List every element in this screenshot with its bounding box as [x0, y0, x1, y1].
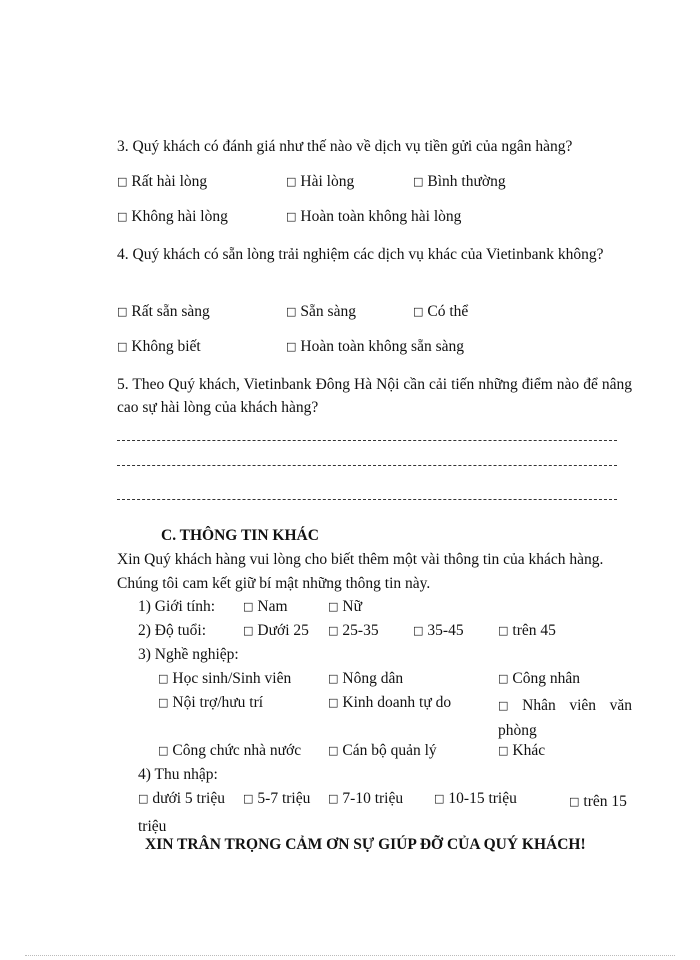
occupation-option-manager[interactable]: □ Cán bộ quản lý — [328, 742, 437, 759]
checkbox-icon[interactable]: □ — [117, 175, 128, 188]
occupation-option-farmer[interactable]: □ Nông dân — [328, 670, 404, 687]
occupation-option-worker[interactable]: □ Công nhân — [498, 670, 580, 687]
checkbox-icon[interactable]: □ — [328, 792, 339, 805]
checkbox-icon[interactable]: □ — [413, 624, 424, 637]
age-label: 2) Độ tuổi: — [138, 622, 207, 639]
occupation-option-homemaker-retired[interactable]: □ Nội trợ/hưu trí — [158, 694, 264, 711]
checkbox-icon[interactable]: □ — [328, 696, 339, 709]
q3-option-very-satisfied[interactable]: □ Rất hài lòng — [117, 173, 208, 190]
checkbox-icon[interactable]: □ — [117, 340, 128, 353]
checkbox-icon[interactable]: □ — [498, 744, 509, 757]
checkbox-icon[interactable]: □ — [158, 696, 169, 709]
section-c-intro-line-2: Chúng tôi cam kết giữ bí mật những thông tin này. — [117, 575, 431, 592]
checkbox-icon[interactable]: □ — [328, 624, 339, 637]
q4-option-very-ready[interactable]: □ Rất sẵn sàng — [117, 303, 210, 320]
occupation-option-other[interactable]: □ Khác — [498, 742, 546, 759]
checkbox-icon[interactable]: □ — [158, 744, 169, 757]
thank-you-message: XIN TRÂN TRỌNG CẢM ƠN SỰ GIÚP ĐỠ CỦA QUÝ KHÁCH! — [145, 836, 586, 853]
checkbox-icon[interactable]: □ — [569, 795, 580, 808]
answer-line-1[interactable] — [117, 440, 617, 441]
occupation-label: 3) Nghề nghiệp: — [138, 646, 239, 663]
question-5-text: 5. Theo Quý khách, Vietinbank Đông Hà Nội cần cải tiến những điểm nào để nâng cao sự hài lòng của khách hàng? — [117, 376, 632, 416]
question-3-text: 3. Quý khách có đánh giá như thế nào về dịch vụ tiền gửi của ngân hàng? — [117, 138, 573, 155]
section-c-title: C. THÔNG TIN KHÁC — [161, 527, 319, 544]
checkbox-icon[interactable]: □ — [117, 210, 128, 223]
checkbox-icon[interactable]: □ — [498, 672, 509, 685]
gender-option-male[interactable]: □ Nam — [243, 598, 288, 615]
occupation-option-student[interactable]: □ Học sinh/Sinh viên — [158, 670, 292, 687]
q3-option-very-unsatisfied[interactable]: □ Hoàn toàn không hài lòng — [286, 208, 462, 225]
income-label: 4) Thu nhập: — [138, 766, 218, 783]
age-option-over-45[interactable]: □ trên 45 — [498, 622, 556, 639]
checkbox-icon[interactable]: □ — [286, 210, 297, 223]
checkbox-icon[interactable]: □ — [328, 744, 339, 757]
checkbox-icon[interactable]: □ — [434, 792, 445, 805]
q4-option-maybe[interactable]: □ Có thể — [413, 303, 469, 320]
q4-option-ready[interactable]: □ Sẵn sàng — [286, 303, 356, 320]
checkbox-icon[interactable]: □ — [286, 340, 297, 353]
q3-option-neutral[interactable]: □ Bình thường — [413, 173, 506, 190]
checkbox-icon[interactable]: □ — [117, 305, 128, 318]
q4-option-not-ready[interactable]: □ Hoàn toàn không sẵn sàng — [286, 338, 464, 355]
checkbox-icon[interactable]: □ — [158, 672, 169, 685]
checkbox-icon[interactable]: □ — [286, 175, 297, 188]
checkbox-icon[interactable]: □ — [413, 305, 424, 318]
gender-option-female[interactable]: □ Nữ — [328, 598, 363, 615]
occupation-option-office-worker[interactable]: □ Nhân viên văn phòng — [498, 697, 632, 739]
checkbox-icon[interactable]: □ — [328, 600, 339, 613]
checkbox-icon[interactable]: □ — [498, 624, 509, 637]
income-option-10-15m[interactable]: □ 10-15 triệu — [434, 790, 517, 807]
checkbox-icon[interactable]: □ — [328, 672, 339, 685]
checkbox-icon[interactable]: □ — [413, 175, 424, 188]
checkbox-icon[interactable]: □ — [243, 624, 254, 637]
age-option-25-35[interactable]: □ 25-35 — [328, 622, 379, 639]
occupation-option-self-employed[interactable]: □ Kinh doanh tự do — [328, 694, 452, 711]
checkbox-icon[interactable]: □ — [243, 792, 254, 805]
answer-line-3[interactable] — [117, 499, 617, 500]
income-option-under-5m[interactable]: □ dưới 5 triệu — [138, 790, 225, 807]
income-option-over-15m[interactable]: □ trên 15 triệu — [138, 793, 627, 835]
page-bottom-divider — [25, 955, 675, 956]
q3-option-unsatisfied[interactable]: □ Không hài lòng — [117, 208, 228, 225]
occupation-option-civil-servant[interactable]: □ Công chức nhà nước — [158, 742, 302, 759]
age-option-35-45[interactable]: □ 35-45 — [413, 622, 464, 639]
question-4-text: 4. Quý khách có sẵn lòng trải nghiệm các dịch vụ khác của Vietinbank không? — [117, 246, 604, 263]
checkbox-icon[interactable]: □ — [498, 699, 519, 712]
checkbox-icon[interactable]: □ — [286, 305, 297, 318]
answer-line-2[interactable] — [117, 465, 617, 466]
checkbox-icon[interactable]: □ — [243, 600, 254, 613]
income-option-7-10m[interactable]: □ 7-10 triệu — [328, 790, 404, 807]
section-c-intro-line-1: Xin Quý khách hàng vui lòng cho biết thêm một vài thông tin của khách hàng. — [117, 551, 604, 568]
q4-option-dont-know[interactable]: □ Không biết — [117, 338, 201, 355]
q3-option-satisfied[interactable]: □ Hài lòng — [286, 173, 355, 190]
age-option-under-25[interactable]: □ Dưới 25 — [243, 622, 309, 639]
checkbox-icon[interactable]: □ — [138, 792, 149, 805]
gender-label: 1) Giới tính: — [138, 598, 216, 615]
income-option-5-7m[interactable]: □ 5-7 triệu — [243, 790, 311, 807]
